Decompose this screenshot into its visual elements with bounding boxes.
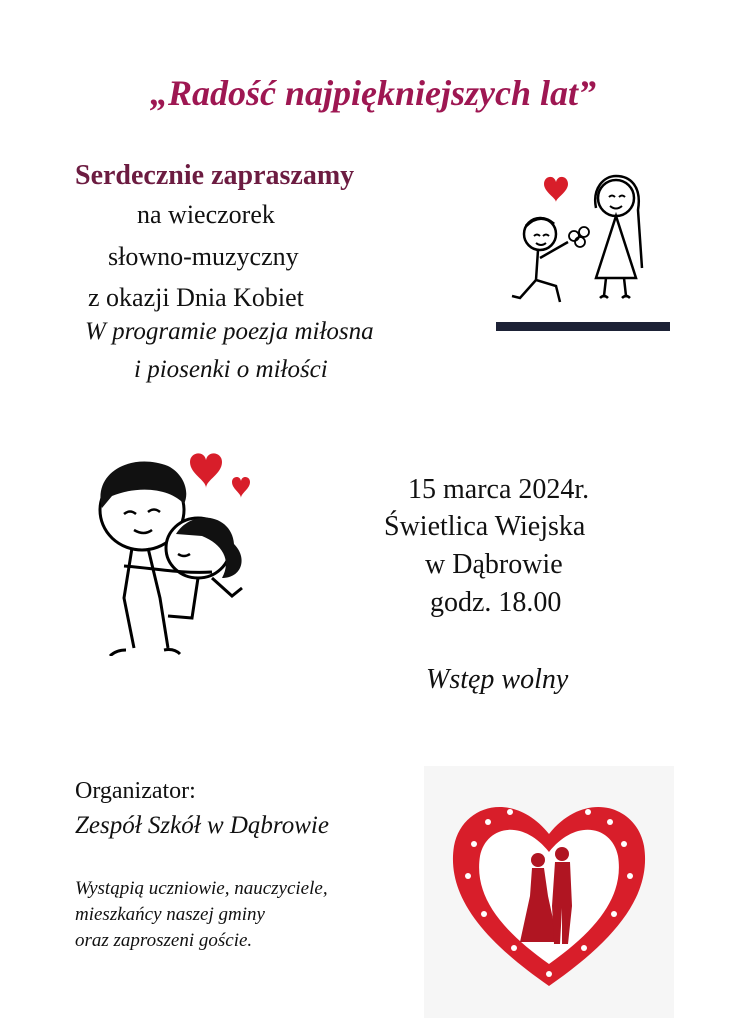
organizer-note-1: Wystąpią uczniowie, nauczyciele, [75,878,328,899]
hugging-couple-illustration [72,448,272,656]
invite-line-2: słowno-muzyczny [108,242,299,271]
invite-line-1: na wieczorek [137,200,275,229]
event-time: godz. 18.00 [430,587,562,618]
heart-frame-couple-silhouette [424,766,674,1018]
program-line-1: W programie poezja miłosna [85,318,374,345]
event-entry: Wstęp wolny [426,664,569,695]
image-credit-bar [496,322,670,331]
organizer-note-3: oraz zaproszeni goście. [75,930,253,951]
program-line-2: i piosenki o miłości [134,356,328,383]
poster-title: „Radość najpiękniejszych lat” [149,73,596,113]
invite-headline: Serdecznie zapraszamy [75,160,355,191]
event-place: Świetlica Wiejska [384,511,586,542]
organizer-note-2: mieszkańcy naszej gminy [75,904,265,925]
organizer-name: Zespół Szkół w Dąbrowie [75,812,329,839]
event-date: 15 marca 2024r. [408,474,590,505]
organizer-label: Organizator: [75,778,196,804]
event-town: w Dąbrowie [425,549,563,580]
invite-line-3: z okazji Dnia Kobiet [88,283,304,312]
proposal-couple-illustration [496,168,670,322]
